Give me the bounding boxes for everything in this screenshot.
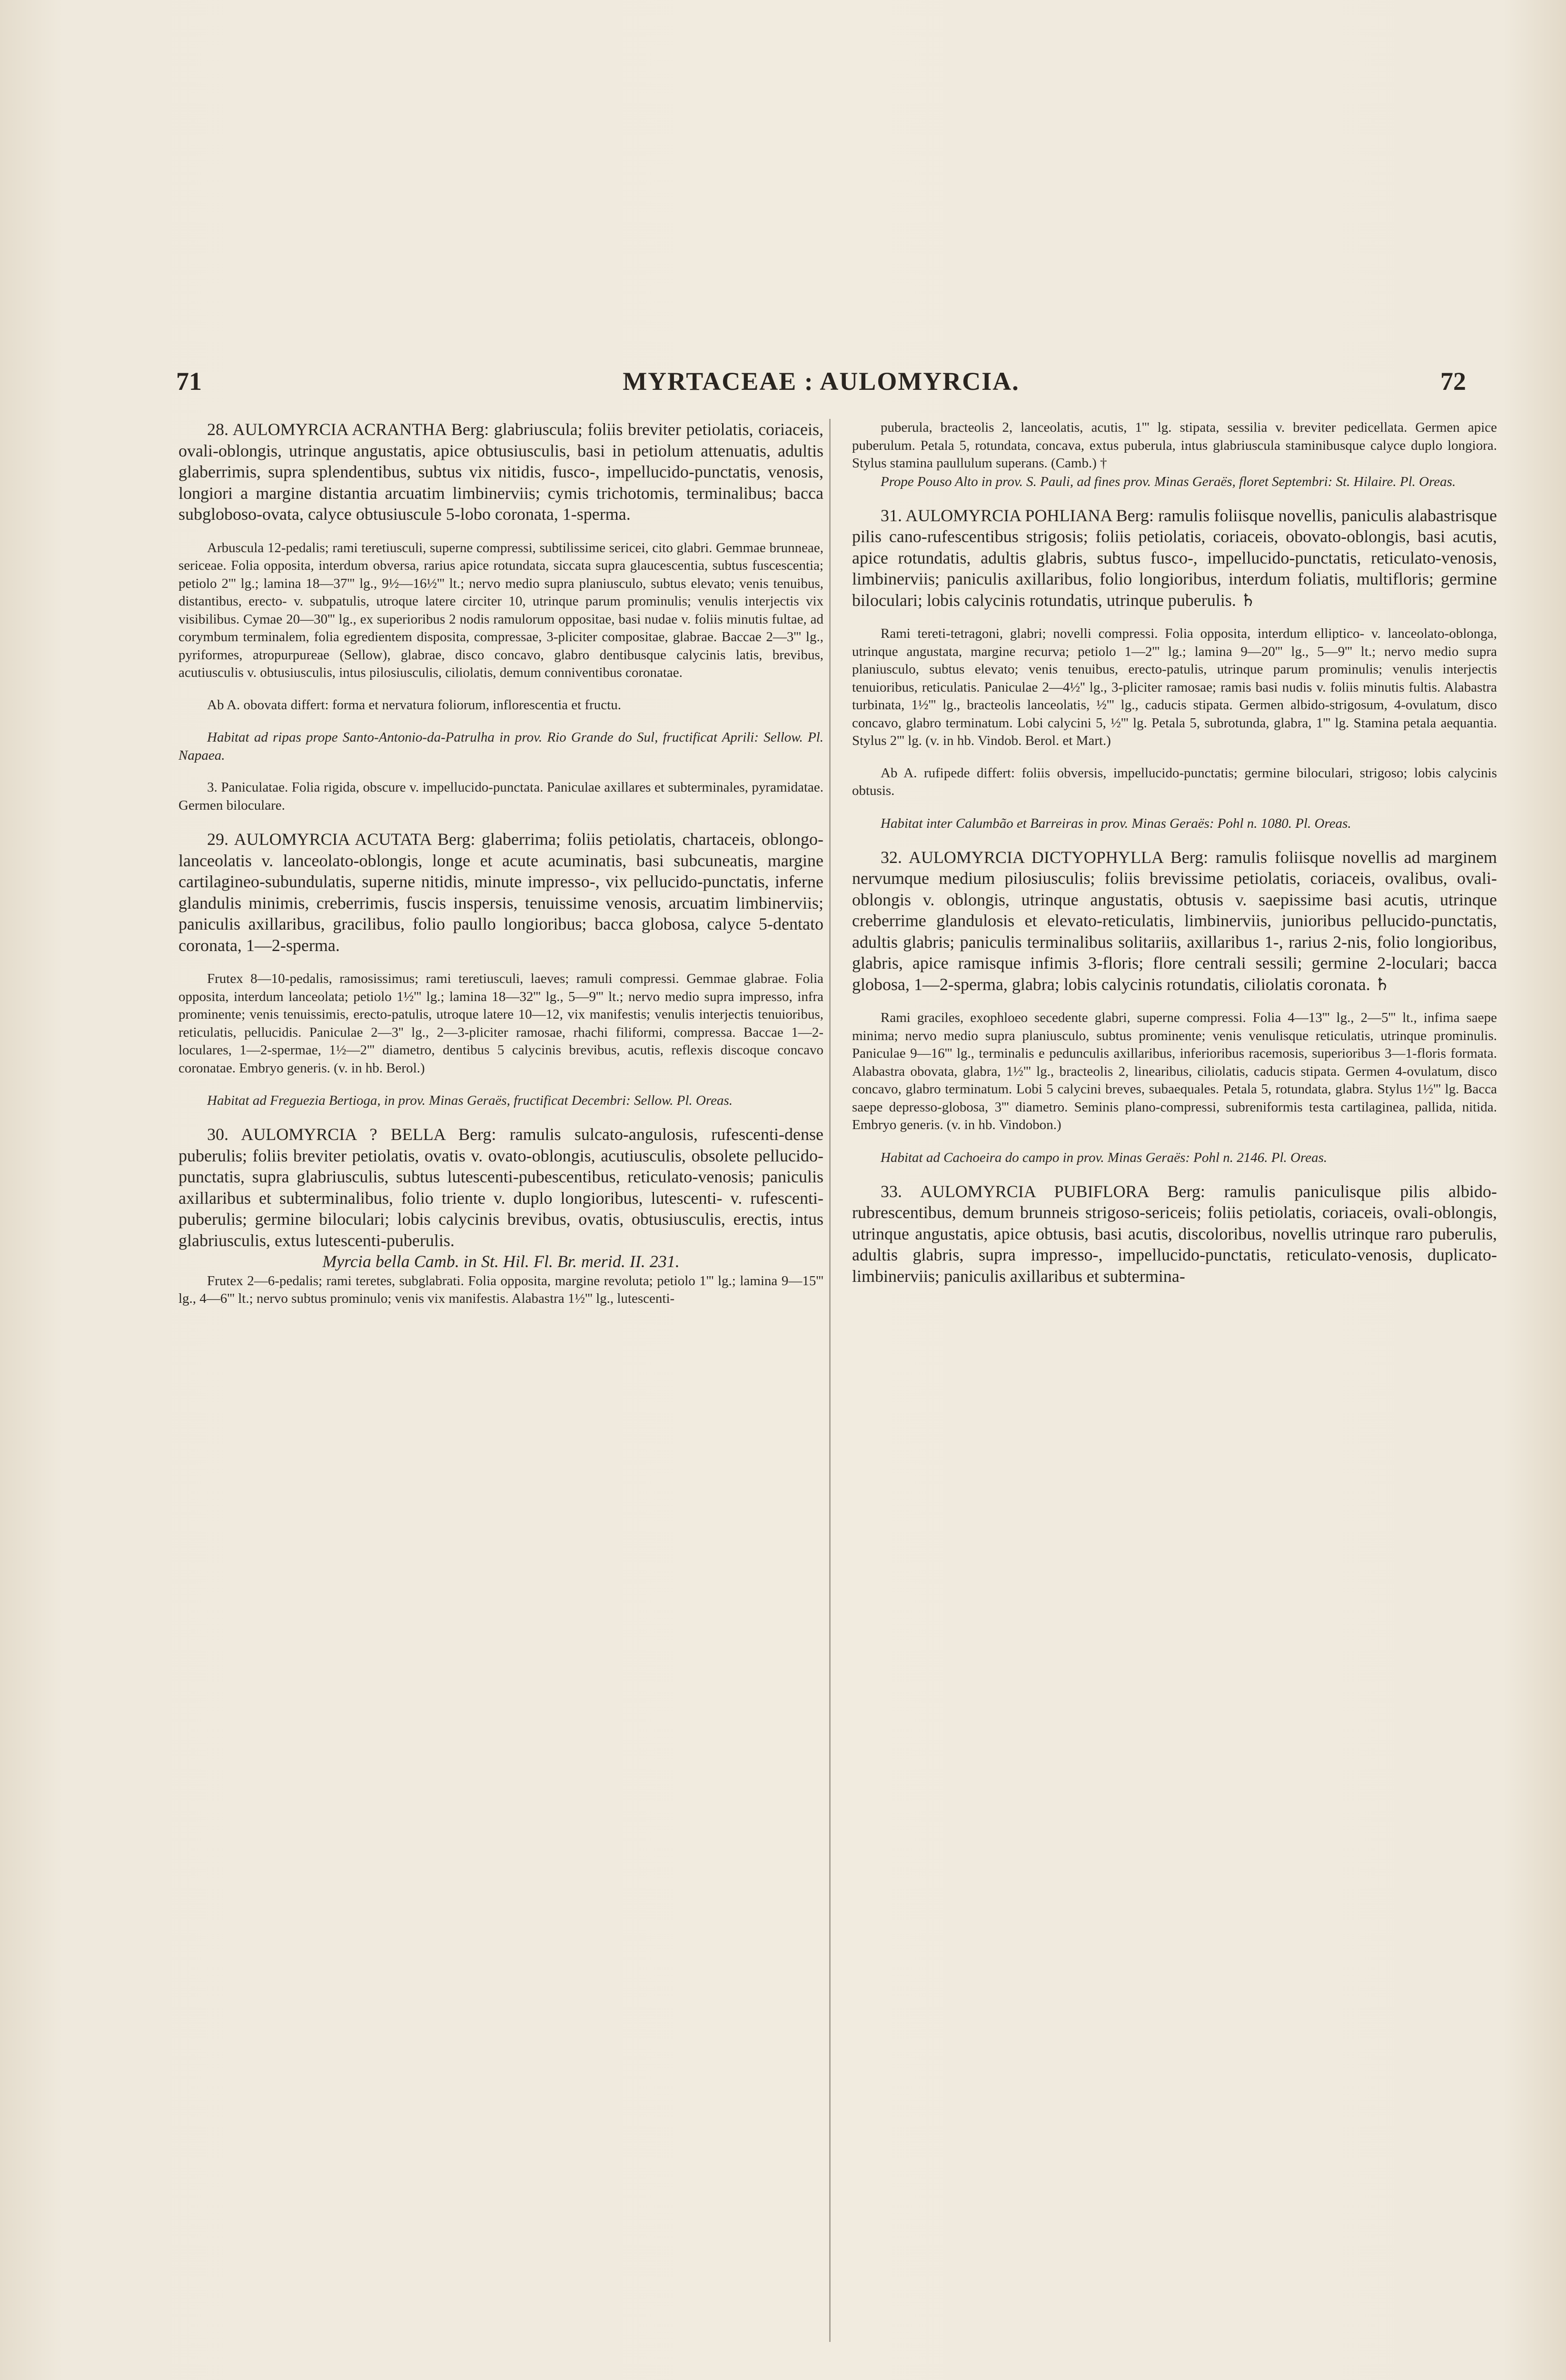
description-paragraph: Ab A. rufipede differt: foliis obversis, impellucido-punctatis; germine biloculari, strigoso; lobis calycinis obtusis.: [852, 765, 1497, 798]
species-heading: 33. AULOMYRCIA PUBIFLORA Berg: ramulis paniculisque pilis albido-rubrescentibus, demum brunneis strigoso-sericeis; foliis petiolatis, coriaceis, ovali-oblongis, utrinque angustatis, apice obtusis, basi acutis, discoloribus, novellis utrinque raro puberulis, adultis glabris, supra impresso-, impellucido-punctatis, reticulato-venosis, duplicato-limbinerviis; paniculis axillaribus et subtermina-: [852, 1181, 1497, 1286]
species-heading: 31. AULOMYRCIA POHLIANA Berg: ramulis foliisque novellis, paniculis alabastrisque pilis cano-rufescentibus strigosis; foliis petiolatis, coriaceis, obovato-oblongis, basi acutis, apice rotundatis, adultis glabris, subtus fusco-, impellucido-punctatis, reticulato-venosis, limbinerviis; paniculis axillaribus, folio longioribus, interdum foliatis, multifloris; germine biloculari; lobis calycinis rotundatis, utrinque puberulis. ♄: [852, 506, 1497, 610]
paragraph-gap: [178, 682, 823, 696]
paragraph-gap: [852, 491, 1497, 505]
paragraph-gap: [852, 1167, 1497, 1181]
habitat-note: Habitat ad Cachoeira do campo in prov. Minas Geraës: Pohl n. 2146. Pl. Oreas.: [881, 1150, 1328, 1165]
description-paragraph: Frutex 2—6-pedalis; rami teretes, subglabrati. Folia opposita, margine revoluta; petiolo 1''' lg.; lamina 9—15''' lg., 4—6''' lt.; nervo subtus prominulo; venis vix manifestis. Alabastra 1½''' lg., lutescenti-: [178, 1273, 823, 1306]
running-header: [176, 367, 1466, 405]
species-heading: 28. AULOMYRCIA ACRANTHA Berg: glabriuscula; foliis breviter petiolatis, coriaceis, ovali-oblongis, utrinque angustatis, apice obtusiusculis, basi in petiolum attenuatis, adultis glaberrimis, supra splendentibus, subtus vix nitidis, fusco-, impellucido-punctatis, venosis, longiori a margine distantia arcuatim limbinerviis; cymis trichotomis, terminalibus; bacca subgloboso-ovata, calyce obtusiuscule 5-lobo coronata, 1-sperma.: [178, 420, 823, 524]
paragraph-gap: [852, 611, 1497, 625]
description-paragraph: puberula, bracteolis 2, lanceolatis, acutis, 1''' lg. stipata, sessilia v. breviter pedicellata. Germen apice puberulum. Petala 5, rotundata, concava, extus puberula, intus glabriuscula staminibusque calyce duplo longiora. Stylus stamina paullulum superans. (Camb.) †: [852, 420, 1497, 471]
habitat-note: Habitat ad ripas prope Santo-Antonio-da-Patrulha in prov. Rio Grande do Sul, fructificat Aprili: Sellow. Pl. Napaea.: [178, 730, 823, 763]
left-column: [178, 419, 823, 2342]
synonym-line: Myrcia bella Camb. in St. Hil. Fl. Br. merid. II. 231.: [322, 1252, 680, 1271]
paragraph-gap: [852, 1134, 1497, 1149]
habitat-note: Habitat inter Calumbão et Barreiras in prov. Minas Geraës: Pohl n. 1080. Pl. Oreas.: [881, 815, 1351, 831]
description-paragraph: Frutex 8—10-pedalis, ramosissimus; rami teretiusculi, laeves; ramuli compressi. Gemmae glabrae. Folia opposita, interdum lanceolata; petiolo 1½''' lg.; lamina 18—32''' lg., 5—9''' lt.; nervo medio supra impresso, infra prominente; venis tenuissimis, erecto-patulis, utroque latere 10—12, vix manifestis; venulis interjectis tenuioribus, reticulatis, pellucidis. Paniculae 2—3'' lg., 2—3-pliciter ramosae, rhachi filiformi, compressa. Baccae 1—2-loculares, 1—2-spermae, 1½—2''' diametro, dentibus 5 calycinis brevibus, acutis, reflexis discoque concavo coronatae. Embryo generis. (v. in hb. Berol.): [178, 971, 823, 1076]
paragraph-gap: [178, 1077, 823, 1091]
paragraph-gap: [852, 800, 1497, 814]
paragraph-gap: [852, 833, 1497, 847]
species-heading: 32. AULOMYRCIA DICTYOPHYLLA Berg: ramulis foliisque novellis ad marginem nervumque medium pilosiusculis; foliis brevissime petiolatis, coriaceis, ovalibus, ovali-oblongis v. oblongis, utrinque angustatis, obtusis v. saepissime basi acutis, utrinque creberrime glandulosis et elevato-reticulatis, limbinerviis, junioribus pellucido-punctatis, adultis glabris; paniculis terminalibus solitariis, axillaribus 1-, rarius 2-nis, folio longioribus, glabris, apice ramisque infimis 3-floris; flore centrali sessili; germine 2-loculari; bacca globosa, 1—2-sperma, glabra; lobis calycinis rotundatis, ciliolatis coronata. ♄: [852, 847, 1497, 994]
habitat-note: Habitat ad Freguezia Bertioga, in prov. Minas Geraës, fructificat Decembri: Sellow. Pl. Oreas.: [207, 1093, 733, 1108]
description-paragraph: Ab A. obovata differt: forma et nervatura foliorum, inflorescentia et fructu.: [207, 697, 621, 713]
species-heading: 29. AULOMYRCIA ACUTATA Berg: glaberrima; foliis petiolatis, chartaceis, oblongo-lanceolatis v. lanceolato-oblongis, longe et acute acuminatis, basi subcuneatis, margine cartilagineo-subundulatis, superne nitidis, minute impresso-, vix pellucido-punctatis, inferne glandulis minimis, creberrimis, fuscis inspersis, tenuissime venosis, arcuatim limbinerviis; paniculis axillaribus, gracilibus, folio paullo longioribus; bacca globosa, calyce 5-dentato coronata, 1—2-sperma.: [178, 830, 823, 955]
paragraph-gap: [178, 764, 823, 779]
habitat-note: Prope Pouso Alto in prov. S. Pauli, ad fines prov. Minas Geraës, floret Septembri: St. Hilaire. Pl. Oreas.: [881, 474, 1456, 489]
paragraph-gap: [178, 814, 823, 829]
paragraph-gap: [852, 750, 1497, 764]
paragraph-gap: [178, 956, 823, 970]
description-paragraph: 3. Paniculatae. Folia rigida, obscure v. impellucido-punctata. Paniculae axillares et subterminales, pyramidatae. Germen biloculare.: [178, 780, 823, 813]
right-column: [852, 419, 1497, 2342]
description-paragraph: Rami tereti-tetragoni, glabri; novelli compressi. Folia opposita, interdum elliptico- v. lanceolato-oblonga, utrinque angustata, margine recurva; petiolo 1—2''' lg.; lamina 9—20''' lg., 5—9''' lt.; nervo medio supra planiusculo, subtus elevato; venis tenuibus, erecto-patulis, utrinque parum prominulis; venulis interjectis tenuioribus, reticulatis. Paniculae 2—4½'' lg., 3-pliciter ramosae; ramis basi nudis v. foliis minutis fultis. Alabastra turbinata, 1½''' lg., bracteolis lanceolatis, ½''' lg., caducis stipata. Germen albido-strigosum, 4-ovulatum, disco concavo, glabro terminatum. Lobi calycini 5, ½''' lg. Petala 5, subrotunda, glabra, 1''' lg. Stamina petala aequantia. Stylus 2''' lg. (v. in hb. Vindob. Berol. et Mart.): [852, 626, 1497, 748]
paragraph-gap: [178, 1110, 823, 1124]
running-title: MYRTACEAE : AULOMYRCIA.: [623, 367, 1020, 396]
page-number-left: 71: [176, 367, 202, 396]
description-paragraph: Arbuscula 12-pedalis; rami teretiusculi, superne compressi, subtilissime sericei, cito glabri. Gemmae brunneae, sericeae. Folia opposita, interdum obversa, rarius apice rotundata, siccata supra glaucescentia, subtus fuscescentia; petiolo 2''' lg.; lamina 18—37''' lg., 9½—16½''' lt.; nervo medio supra planiusculo, subtus elevato; venis tenuibus, distantibus, erecto- v. subpatulis, utroque latere circiter 10, utrinque parum prominulis; venulis interjectis vix visibilibus. Cymae 20—30''' lg., ex superioribus 2 nodis ramulorum oppositae, basi nudae v. foliis minutis fultae, ad corymbum terminalem, folia egredientem disposita, compressae, 3-pliciter compositae, glabrae. Baccae 2—3''' lg., pyriformes, atropurpureae (Sellow), glabrae, disco concavo, glabro dentibusque calycinis latis, brevibus, acutiusculis v. obtusiusculis, intus pilosiusculis, ciliolatis, demum conniventibus coronatae.: [178, 540, 823, 680]
page-number-right: 72: [1440, 367, 1466, 396]
paragraph-gap: [178, 714, 823, 728]
paragraph-gap: [178, 525, 823, 539]
column-divider: [829, 419, 831, 2342]
description-paragraph: Rami graciles, exophloeo secedente glabri, superne compressi. Folia 4—13''' lg., 2—5''' lt., infima saepe minima; nervo medio supra planiusculo, subtus prominente; venis venulisque reticulatis, utrinque prominulis. Paniculae 9—16''' lg., terminalis e pedunculis axillaribus, inferioribus racemosis, superioribus 3—1-floris formata. Alabastra obovata, glabra, 1½''' lg., bracteolis 2, linearibus, ciliolatis, caducis stipata. Germen 4-ovulatum, disco concavo, glabro terminatum. Lobi 5 calycini breves, subaequales. Petala 5, rotundata, glabra. Stylus 1½''' lg. Bacca saepe depresso-globosa, 3''' diametro. Seminis plano-compressi, subreniformis testa cartilaginea, pallida, nitida. Embryo generis. (v. in hb. Vindobon.): [852, 1010, 1497, 1132]
species-heading: 30. AULOMYRCIA ? BELLA Berg: ramulis sulcato-angulosis, rufescenti-dense puberulis; foliis breviter petiolatis, ovatis v. ovato-oblongis, acutiusculis, obsolete pellucido-punctatis, supra glabriusculis, subtus lutescenti-pubescentibus, reticulato-venosis; paniculis axillaribus et subterminalibus, folio triente v. duplo longioribus, lutescenti- v. rufescenti-puberulis; germine biloculari; lobis calycinis brevibus, ovatis, obtusiusculis, erectis, intus glabriusculis, extus lutescenti-puberulis.: [178, 1125, 823, 1250]
paragraph-gap: [852, 995, 1497, 1009]
